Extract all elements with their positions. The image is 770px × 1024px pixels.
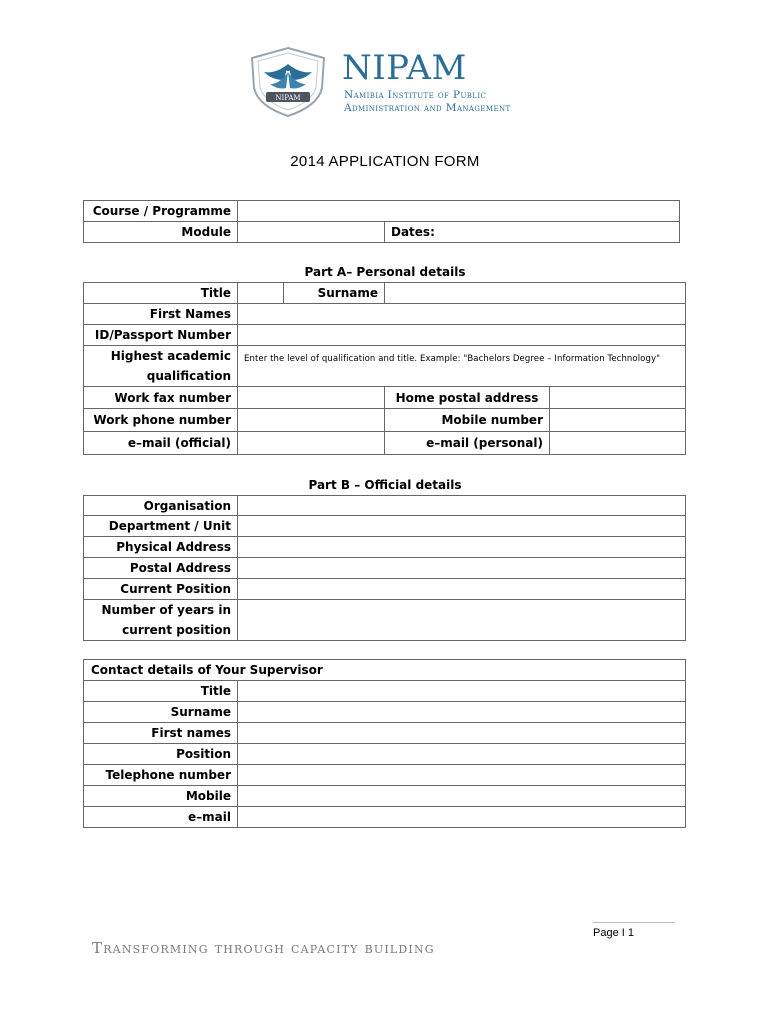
current-position-field[interactable]	[238, 579, 686, 600]
email-personal-field[interactable]	[550, 432, 686, 455]
sup-telephone-row	[84, 765, 686, 786]
surname-label: Surname	[284, 283, 385, 304]
tagline: Transforming through capacity building	[92, 939, 435, 957]
module-label: Module	[84, 222, 238, 243]
title-field[interactable]	[238, 283, 284, 304]
work-fax-label: Work fax number	[84, 387, 238, 409]
physical-address-field[interactable]	[238, 537, 686, 558]
sup-email-field[interactable]	[238, 807, 686, 828]
first-names-row	[84, 304, 686, 325]
course-row	[84, 201, 680, 222]
sup-surname-row	[84, 702, 686, 723]
supervisor-heading: Contact details of Your Supervisor	[84, 660, 686, 681]
sup-surname-label: Surname	[84, 702, 238, 723]
current-position-row	[84, 579, 686, 600]
qualification-label	[84, 346, 238, 387]
current-position-label: Current Position	[84, 579, 238, 600]
part-a-heading: Part A– Personal details	[304, 265, 466, 279]
sup-position-label: Position	[84, 744, 238, 765]
form-title: 2014 APPLICATION FORM	[290, 153, 480, 170]
qualification-label-2: qualification	[146, 369, 231, 383]
email-row	[84, 432, 686, 455]
work-fax-field[interactable]	[238, 387, 385, 409]
work-phone-label: Work phone number	[84, 409, 238, 432]
nipam-seal-icon	[238, 44, 338, 120]
postal-address-label: Postal Address	[84, 558, 238, 579]
postal-address-row	[84, 558, 686, 579]
organisation-label: Organisation	[84, 496, 238, 516]
sup-telephone-field[interactable]	[238, 765, 686, 786]
department-label: Department / Unit	[84, 516, 238, 537]
title-label: Title	[84, 283, 238, 304]
sup-mobile-label: Mobile	[84, 786, 238, 807]
sup-surname-field[interactable]	[238, 702, 686, 723]
qualification-row	[84, 346, 686, 387]
sup-mobile-field[interactable]	[238, 786, 686, 807]
years-label	[84, 600, 238, 641]
sup-title-field[interactable]	[238, 681, 686, 702]
nipam-logo	[238, 44, 512, 120]
years-label-1: Number of years in	[101, 603, 231, 617]
module-row	[84, 222, 680, 243]
organisation-field[interactable]	[238, 496, 686, 516]
course-field[interactable]	[238, 201, 680, 222]
qualification-label-1: Highest academic	[110, 349, 231, 363]
sup-title-label: Title	[84, 681, 238, 702]
first-names-label: First Names	[84, 304, 238, 325]
email-personal-label: e–mail (personal)	[385, 432, 550, 455]
work-phone-row	[84, 409, 686, 432]
years-row	[84, 600, 686, 641]
id-label: ID/Passport Number	[84, 325, 238, 346]
organisation-row	[84, 496, 686, 516]
qualification-field[interactable]	[238, 346, 686, 387]
mobile-number-field[interactable]	[550, 409, 686, 432]
work-fax-row	[84, 387, 686, 409]
sup-mobile-row	[84, 786, 686, 807]
mobile-number-label: Mobile number	[385, 409, 550, 432]
sup-first-names-field[interactable]	[238, 723, 686, 744]
first-names-field[interactable]	[238, 304, 686, 325]
sup-position-field[interactable]	[238, 744, 686, 765]
home-postal-field[interactable]	[550, 387, 686, 409]
physical-address-label: Physical Address	[84, 537, 238, 558]
department-field[interactable]	[238, 516, 686, 537]
brand-line-2: Administration and Management	[344, 102, 511, 114]
sup-email-label: e–mail	[84, 807, 238, 828]
sup-first-names-label: First names	[84, 723, 238, 744]
course-table	[83, 200, 680, 243]
email-official-label: e–mail (official)	[84, 432, 238, 455]
sup-position-row	[84, 744, 686, 765]
email-official-field[interactable]	[238, 432, 385, 455]
sup-title-row	[84, 681, 686, 702]
home-postal-label: Home postal address	[385, 387, 550, 409]
qualification-hint: Enter the level of qualification and title. Example: "Bachelors Degree – Information Technology"	[244, 354, 661, 364]
sup-email-row	[84, 807, 686, 828]
sup-telephone-label: Telephone number	[84, 765, 238, 786]
brand-subtitle	[344, 89, 511, 115]
department-row	[84, 516, 686, 537]
part-b-table	[83, 495, 686, 641]
id-row	[84, 325, 686, 346]
brand-line-1: Namibia Institute of Public	[344, 89, 487, 101]
supervisor-heading-row	[84, 660, 686, 681]
supervisor-table	[83, 659, 686, 828]
course-label: Course / Programme	[84, 201, 238, 222]
dates-label: Dates:	[391, 225, 435, 239]
id-field[interactable]	[238, 325, 686, 346]
dates-field[interactable]	[385, 222, 680, 243]
sup-first-names-row	[84, 723, 686, 744]
page-number: Page I 1	[593, 927, 634, 939]
seal-text: NIPAM	[275, 94, 301, 102]
surname-field[interactable]	[385, 283, 686, 304]
years-label-2: current position	[122, 623, 231, 637]
module-field[interactable]	[238, 222, 385, 243]
brand-name: NIPAM	[342, 48, 467, 88]
postal-address-field[interactable]	[238, 558, 686, 579]
part-b-heading: Part B – Official details	[308, 478, 462, 492]
footer-divider	[593, 922, 675, 923]
title-row	[84, 283, 686, 304]
part-a-table	[83, 282, 686, 455]
physical-address-row	[84, 537, 686, 558]
work-phone-field[interactable]	[238, 409, 385, 432]
years-field[interactable]	[238, 600, 686, 641]
